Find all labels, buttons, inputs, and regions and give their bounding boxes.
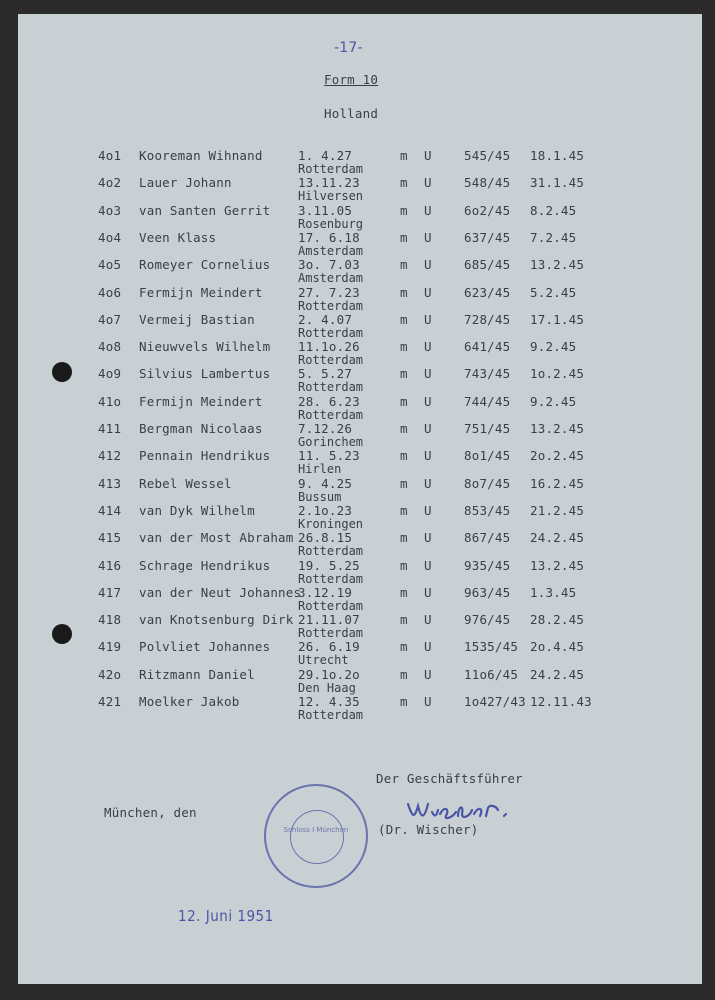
record-name: Polvliet Johannes xyxy=(139,639,271,655)
record-sex: m xyxy=(400,366,408,382)
record-dob: 3.12.19 xyxy=(298,584,353,600)
record-date: 17.1.45 xyxy=(530,311,585,327)
record-ref: 743/45 xyxy=(464,366,511,382)
record-name: Bergman Nicolaas xyxy=(139,421,263,436)
record-name: van Dyk Wilhelm xyxy=(139,502,255,518)
record-name: Kooreman Wihnand xyxy=(139,148,263,163)
record-ref: 853/45 xyxy=(464,502,511,518)
record-num: 414 xyxy=(98,502,122,518)
record-place: Rotterdam xyxy=(298,407,364,422)
record-name: Fermijn Meindert xyxy=(139,284,263,300)
record-ref: 8o1/45 xyxy=(464,448,511,464)
record-place: Hilversen xyxy=(298,189,364,204)
record-num: 4o5 xyxy=(98,257,122,273)
record-sex: m xyxy=(400,393,408,409)
record-sex: m xyxy=(400,175,408,191)
record-sex: m xyxy=(400,284,408,300)
record-type: U xyxy=(424,202,432,218)
signer-name: (Dr. Wischer) xyxy=(378,822,479,837)
document-page xyxy=(18,14,702,984)
record-type: U xyxy=(424,448,432,464)
record-name: Nieuwvels Wilhelm xyxy=(139,339,271,355)
record-type: U xyxy=(424,612,432,628)
place-date-line: München, den xyxy=(104,805,197,820)
record-dob: 2.1o.23 xyxy=(298,502,353,518)
record-type: U xyxy=(424,175,432,191)
record-dob: 17. 6.18 xyxy=(298,229,360,245)
record-date: 9.2.45 xyxy=(530,393,577,409)
record-sex: m xyxy=(400,229,408,245)
record-num: 41o xyxy=(98,393,122,409)
page-number: -17- xyxy=(334,40,363,56)
record-date: 24.2.45 xyxy=(530,530,585,546)
record-name: Vermeij Bastian xyxy=(139,311,255,327)
record-name: Pennain Hendrikus xyxy=(139,448,271,464)
record-type: U xyxy=(424,502,432,518)
record-ref: 637/45 xyxy=(464,229,511,245)
record-name: Moelker Jakob xyxy=(139,694,240,709)
record-ref: 751/45 xyxy=(464,421,511,436)
record-dob: 2. 4.07 xyxy=(298,311,353,327)
record-dob: 3o. 7.03 xyxy=(298,257,360,273)
record-place: Den Haag xyxy=(298,680,356,695)
record-ref: 685/45 xyxy=(464,257,511,273)
record-place: Rotterdam xyxy=(298,298,364,313)
record-type: U xyxy=(424,366,432,382)
record-ref: 8o7/45 xyxy=(464,475,511,491)
record-dob: 7.12.26 xyxy=(298,421,353,436)
record-date: 8.2.45 xyxy=(530,202,577,218)
record-place: Rotterdam xyxy=(298,353,364,368)
record-num: 419 xyxy=(98,639,122,655)
record-num: 42o xyxy=(98,666,122,682)
record-name: Schrage Hendrikus xyxy=(139,557,271,573)
record-num: 4o4 xyxy=(98,229,122,245)
record-name: van Knotsenburg Dirk xyxy=(139,612,294,628)
record-type: U xyxy=(424,584,432,600)
record-dob: 19. 5.25 xyxy=(298,557,360,573)
record-date: 9.2.45 xyxy=(530,339,577,355)
record-place: Rotterdam xyxy=(298,325,364,340)
record-dob: 26.8.15 xyxy=(298,530,353,546)
record-type: U xyxy=(424,229,432,245)
record-date: 12.11.43 xyxy=(530,694,592,709)
record-name: Romeyer Cornelius xyxy=(139,257,271,273)
record-ref: 728/45 xyxy=(464,311,511,327)
record-sex: m xyxy=(400,666,408,682)
record-place: Rotterdam xyxy=(298,544,364,559)
record-num: 421 xyxy=(98,694,122,709)
record-num: 4o9 xyxy=(98,366,122,382)
record-ref: 548/45 xyxy=(464,175,511,191)
record-ref: 744/45 xyxy=(464,393,511,409)
record-name: Ritzmann Daniel xyxy=(139,666,255,682)
record-num: 417 xyxy=(98,584,122,600)
record-dob: 3.11.05 xyxy=(298,202,353,218)
record-dob: 12. 4.35 xyxy=(298,694,360,709)
record-date: 13.2.45 xyxy=(530,557,585,573)
record-dob: 9. 4.25 xyxy=(298,475,353,491)
record-place: Kroningen xyxy=(298,516,364,531)
record-ref: 545/45 xyxy=(464,148,511,163)
record-place: Rotterdam xyxy=(298,380,364,395)
record-sex: m xyxy=(400,694,408,709)
record-date: 5.2.45 xyxy=(530,284,577,300)
record-dob: 13.11.23 xyxy=(298,175,360,191)
record-num: 4o2 xyxy=(98,175,122,191)
record-place: Rosenburg xyxy=(298,216,364,231)
record-num: 4o8 xyxy=(98,339,122,355)
record-num: 4o3 xyxy=(98,202,122,218)
record-name: van der Neut Johannes xyxy=(139,584,302,600)
record-place: Rotterdam xyxy=(298,571,364,586)
record-date: 1o.2.45 xyxy=(530,366,585,382)
record-date: 31.1.45 xyxy=(530,175,585,191)
record-name: van der Most Abraham xyxy=(139,530,294,546)
record-date: 1.3.45 xyxy=(530,584,577,600)
official-seal xyxy=(264,784,368,888)
record-place: Amsterdam xyxy=(298,271,364,286)
record-place: Rotterdam xyxy=(298,598,364,613)
date-stamp: 12. Juni 1951 xyxy=(178,907,274,925)
punch-hole-bottom xyxy=(52,624,72,644)
record-sex: m xyxy=(400,339,408,355)
record-sex: m xyxy=(400,530,408,546)
record-date: 13.2.45 xyxy=(530,257,585,273)
record-name: Veen Klass xyxy=(139,229,217,245)
record-date: 13.2.45 xyxy=(530,421,585,436)
record-ref: 641/45 xyxy=(464,339,511,355)
record-place: Gorinchem xyxy=(298,435,364,449)
record-sex: m xyxy=(400,448,408,464)
record-type: U xyxy=(424,311,432,327)
record-dob: 21.11.07 xyxy=(298,612,360,628)
record-place: Rotterdam xyxy=(298,708,364,722)
record-num: 4o1 xyxy=(98,148,122,163)
record-dob: 1. 4.27 xyxy=(298,148,353,163)
record-ref: 867/45 xyxy=(464,530,511,546)
record-dob: 5. 5.27 xyxy=(298,366,353,382)
record-name: van Santen Gerrit xyxy=(139,202,271,218)
record-ref: 623/45 xyxy=(464,284,511,300)
record-ref: 6o2/45 xyxy=(464,202,511,218)
record-sex: m xyxy=(400,148,408,163)
record-type: U xyxy=(424,257,432,273)
record-type: U xyxy=(424,666,432,682)
record-sex: m xyxy=(400,557,408,573)
record-ref: 963/45 xyxy=(464,584,511,600)
record-dob: 11. 5.23 xyxy=(298,448,360,464)
record-ref: 976/45 xyxy=(464,612,511,628)
record-place: Rotterdam xyxy=(298,626,364,641)
record-type: U xyxy=(424,694,432,709)
record-num: 412 xyxy=(98,448,122,464)
record-ref: 935/45 xyxy=(464,557,511,573)
record-type: U xyxy=(424,284,432,300)
form-title: Form 10 xyxy=(324,72,379,87)
record-dob: 29.1o.2o xyxy=(298,666,360,682)
record-dob: 11.1o.26 xyxy=(298,339,360,355)
punch-hole-top xyxy=(52,362,72,382)
record-type: U xyxy=(424,530,432,546)
record-place: Rotterdam xyxy=(298,162,364,176)
record-type: U xyxy=(424,393,432,409)
record-date: 2o.4.45 xyxy=(530,639,585,655)
record-num: 4o6 xyxy=(98,284,122,300)
record-date: 7.2.45 xyxy=(530,229,577,245)
record-date: 18.1.45 xyxy=(530,148,585,163)
record-place: Utrecht xyxy=(298,653,349,668)
record-sex: m xyxy=(400,584,408,600)
record-sex: m xyxy=(400,311,408,327)
record-name: Silvius Lambertus xyxy=(139,366,271,382)
record-name: Fermijn Meindert xyxy=(139,393,263,409)
record-dob: 26. 6.19 xyxy=(298,639,360,655)
role-title: Der Geschäftsführer xyxy=(376,771,523,786)
record-name: Lauer Johann xyxy=(139,175,232,191)
record-place: Amsterdam xyxy=(298,243,364,258)
seal-text: Schloss I München xyxy=(283,826,349,834)
record-ref: 1535/45 xyxy=(464,639,519,655)
record-dob: 28. 6.23 xyxy=(298,393,360,409)
record-type: U xyxy=(424,475,432,491)
record-place: Hirlen xyxy=(298,462,342,477)
record-type: U xyxy=(424,421,432,436)
record-num: 418 xyxy=(98,612,122,628)
record-type: U xyxy=(424,557,432,573)
record-num: 4o7 xyxy=(98,311,122,327)
record-sex: m xyxy=(400,502,408,518)
record-type: U xyxy=(424,339,432,355)
record-sex: m xyxy=(400,202,408,218)
record-ref: 11o6/45 xyxy=(464,666,519,682)
record-place: Bussum xyxy=(298,489,342,504)
record-date: 24.2.45 xyxy=(530,666,585,682)
record-date: 28.2.45 xyxy=(530,612,585,628)
record-sex: m xyxy=(400,421,408,436)
record-name: Rebel Wessel xyxy=(139,475,232,491)
record-ref: 1o427/43 xyxy=(464,694,526,709)
record-type: U xyxy=(424,148,432,163)
record-dob: 27. 7.23 xyxy=(298,284,360,300)
record-num: 415 xyxy=(98,530,122,546)
record-sex: m xyxy=(400,257,408,273)
record-date: 21.2.45 xyxy=(530,502,585,518)
record-type: U xyxy=(424,639,432,655)
record-sex: m xyxy=(400,475,408,491)
record-sex: m xyxy=(400,612,408,628)
record-num: 416 xyxy=(98,557,122,573)
record-sex: m xyxy=(400,639,408,655)
record-date: 2o.2.45 xyxy=(530,448,585,464)
record-date: 16.2.45 xyxy=(530,475,585,491)
record-num: 413 xyxy=(98,475,122,491)
record-num: 411 xyxy=(98,421,122,436)
country-heading: Holland xyxy=(324,106,379,121)
